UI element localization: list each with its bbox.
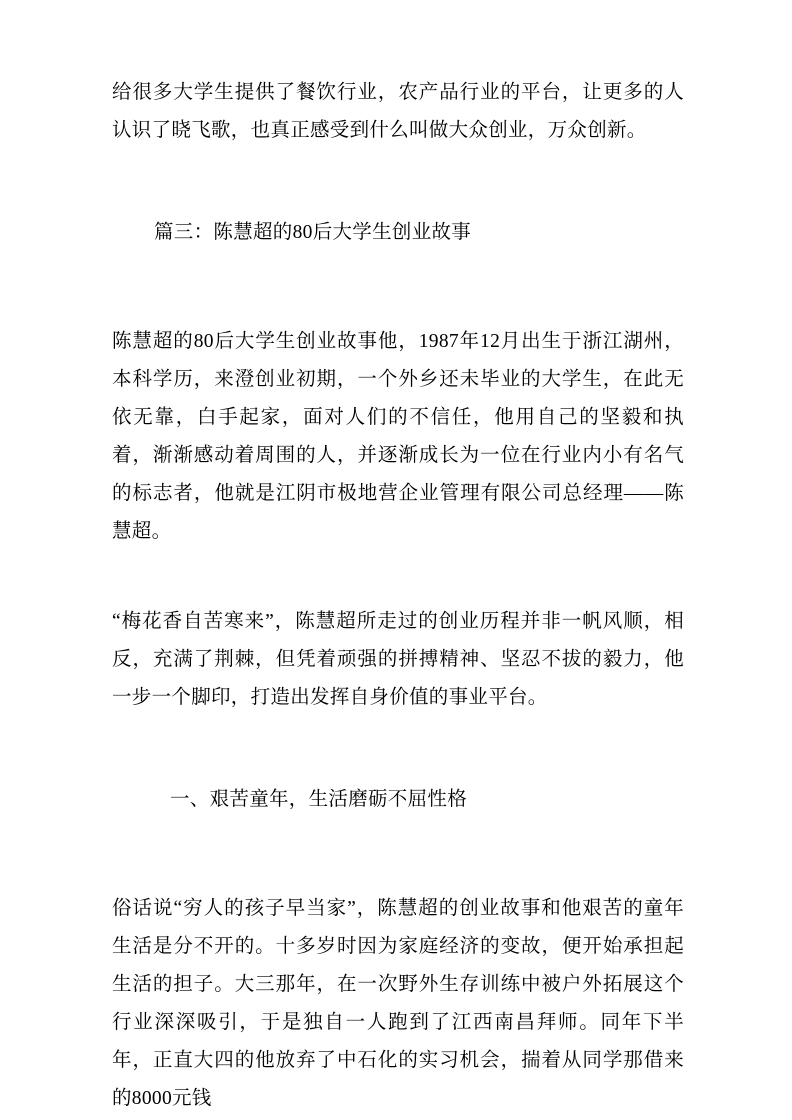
paragraph-bio: 陈慧超的80后大学生创业故事他，1987年12月出生于浙江湖州，本科学历，来澄创业初期，一个外乡还未毕业的大学生，在此无依无靠，白手起家，面对人们的不信任，他用自己的坚毅和执着，渐渐感动着周围的人，并逐渐成长为一位在行业内小有名气的标志者，他就是江阴市极地营企业管理有限公司总经理——陈慧超。 xyxy=(112,331,684,542)
paragraph-chapter-label: 篇三：陈慧超的80后大学生创业故事 xyxy=(154,221,472,243)
paragraph-spacer xyxy=(112,717,684,761)
paragraph-spacer xyxy=(112,838,684,890)
paragraph-continued-intro: 给很多大学生提供了餐饮行业，农产品行业的平台，让更多的人认识了晓飞歌，也真正感受到什么叫做大众创业，万众创新。 xyxy=(112,82,684,141)
paragraph-spacer xyxy=(112,150,684,194)
paragraph-spacer xyxy=(112,551,684,603)
paragraph-spacer xyxy=(112,271,684,323)
paragraph-quote: “梅花香自苦寒来”，陈慧超所走过的创业历程并非一帆风顺，相反，充满了荆棘，但凭着顽强的拼搏精神、坚忍不拔的毅力，他一步一个脚印，打造出发挥自身价值的事业平台。 xyxy=(112,611,684,708)
paragraph-childhood: 俗话说“穷人的孩子早当家”，陈慧超的创业故事和他艰苦的童年生活是分不开的。十多岁时因为家庭经济的变故，便开始承担起生活的担子。大三那年，在一次野外生存训练中被户外拓展这个行业深深吸引，于是独自一人跑到了江西南昌拜师。同年下半年，正直大四的他放弃了中石化的实习机会，揣着从同学那借来的8000元钱 xyxy=(112,898,684,1109)
paragraph-section-one: 一、艰苦童年，生活磨砺不屈性格 xyxy=(170,788,468,810)
document-body xyxy=(112,74,684,1118)
